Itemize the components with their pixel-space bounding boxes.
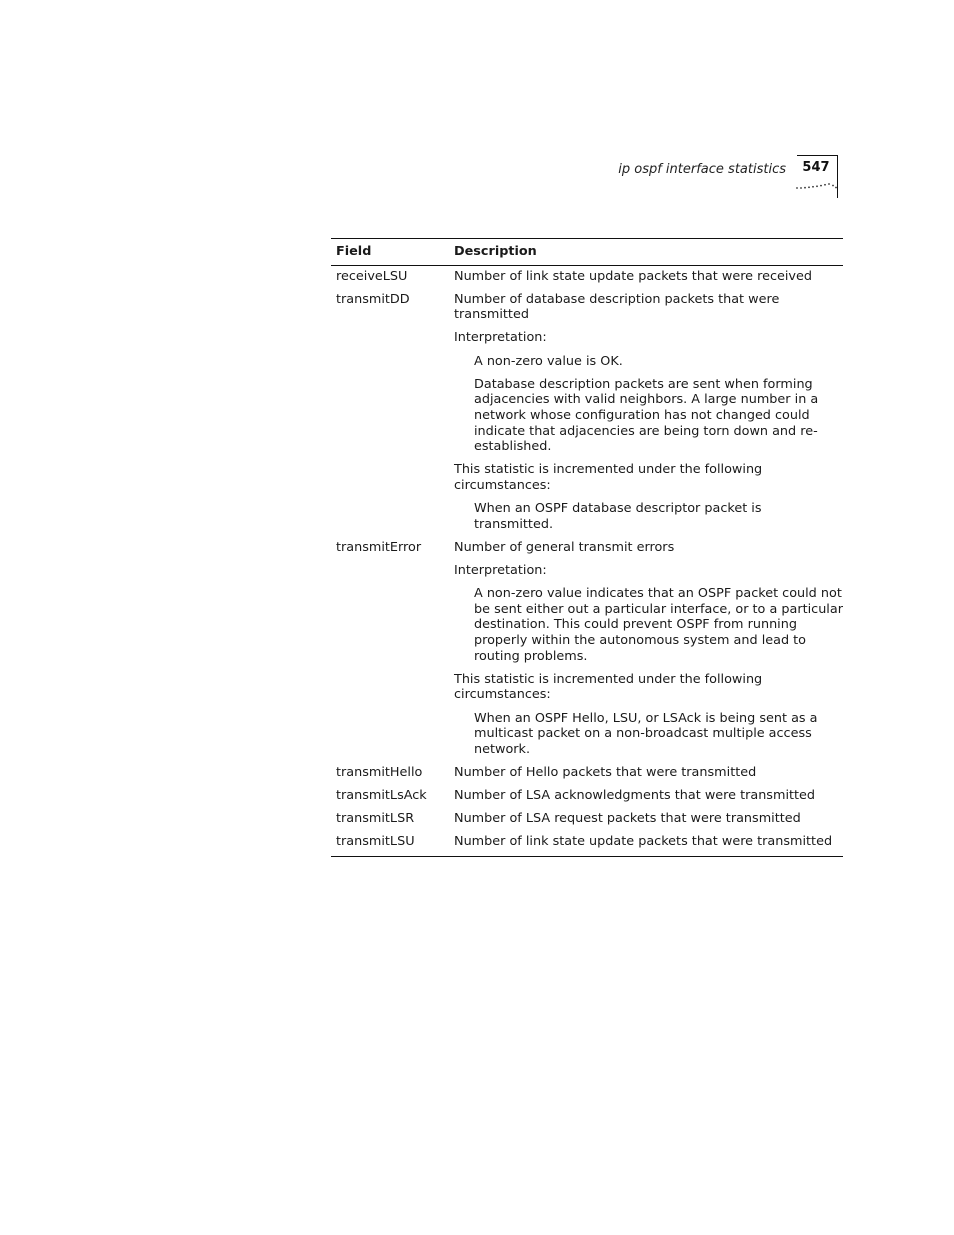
table-row bbox=[331, 788, 843, 804]
description-paragraph: Interpretation: bbox=[454, 562, 547, 578]
table-body bbox=[331, 269, 843, 856]
field-description bbox=[454, 811, 843, 827]
field-description bbox=[454, 269, 843, 285]
description-paragraph: Number of Hello packets that were transmitted bbox=[454, 764, 757, 780]
field-description bbox=[454, 765, 843, 781]
description-paragraph: When an OSPF database descriptor packet is transmitted. bbox=[474, 501, 762, 532]
field-name: receiveLSU bbox=[336, 268, 408, 284]
description-paragraph: When an OSPF Hello, LSU, or LSAck is being sent as a multicast packet on a non-broadcast multiple access network. bbox=[474, 710, 818, 757]
page-number: 547 bbox=[802, 160, 830, 175]
table-row bbox=[331, 292, 843, 533]
table-row bbox=[331, 765, 843, 781]
description-paragraph: This statistic is incremented under the following circumstances: bbox=[454, 462, 763, 493]
description-paragraph: Number of link state update packets that were transmitted bbox=[454, 834, 833, 850]
corner-rule-top bbox=[797, 155, 838, 156]
table-row bbox=[331, 811, 843, 827]
field-name: transmitLsAck bbox=[336, 787, 427, 803]
table-row bbox=[331, 540, 843, 758]
field-description bbox=[454, 834, 843, 850]
description-paragraph: Interpretation: bbox=[454, 330, 547, 346]
description-paragraph: Number of link state update packets that were received bbox=[454, 268, 813, 284]
table-row bbox=[331, 834, 843, 856]
table-header-row bbox=[331, 239, 843, 266]
table-row bbox=[331, 269, 843, 285]
dotted-ornament-icon bbox=[795, 178, 839, 192]
description-paragraph: This statistic is incremented under the following circumstances: bbox=[454, 671, 763, 703]
description-paragraph: Database description packets are sent when forming adjacencies with valid neighbors. A large number in a network whose configuration has not changed could indicate that adjacencies are being torn down and re-established. bbox=[474, 376, 819, 455]
field-name: transmitHello bbox=[336, 764, 423, 780]
column-header-description: Description bbox=[454, 244, 537, 260]
description-paragraph: Number of general transmit errors bbox=[454, 539, 675, 555]
field-name: transmitLSU bbox=[336, 834, 415, 850]
description-paragraph: A non-zero value indicates that an OSPF packet could not be sent either out a particular interface, or to a particular destination. This could prevent OSPF from running properly within the autonomous system and lead to routing problems. bbox=[474, 586, 843, 664]
statistics-table bbox=[331, 238, 843, 857]
description-paragraph: Number of database description packets that were transmitted bbox=[454, 291, 780, 323]
running-header-title: ip ospf interface statistics bbox=[618, 162, 786, 177]
field-name: transmitDD bbox=[336, 291, 410, 307]
field-description bbox=[454, 788, 843, 804]
description-paragraph: Number of LSA acknowledgments that were transmitted bbox=[454, 787, 816, 803]
column-header-field: Field bbox=[336, 244, 372, 260]
field-name: transmitLSR bbox=[336, 810, 415, 826]
description-paragraph: Number of LSA request packets that were transmitted bbox=[454, 810, 801, 826]
field-name: transmitError bbox=[336, 539, 422, 555]
description-paragraph: A non-zero value is OK. bbox=[474, 353, 623, 369]
field-description bbox=[454, 292, 843, 533]
field-description bbox=[454, 540, 843, 758]
